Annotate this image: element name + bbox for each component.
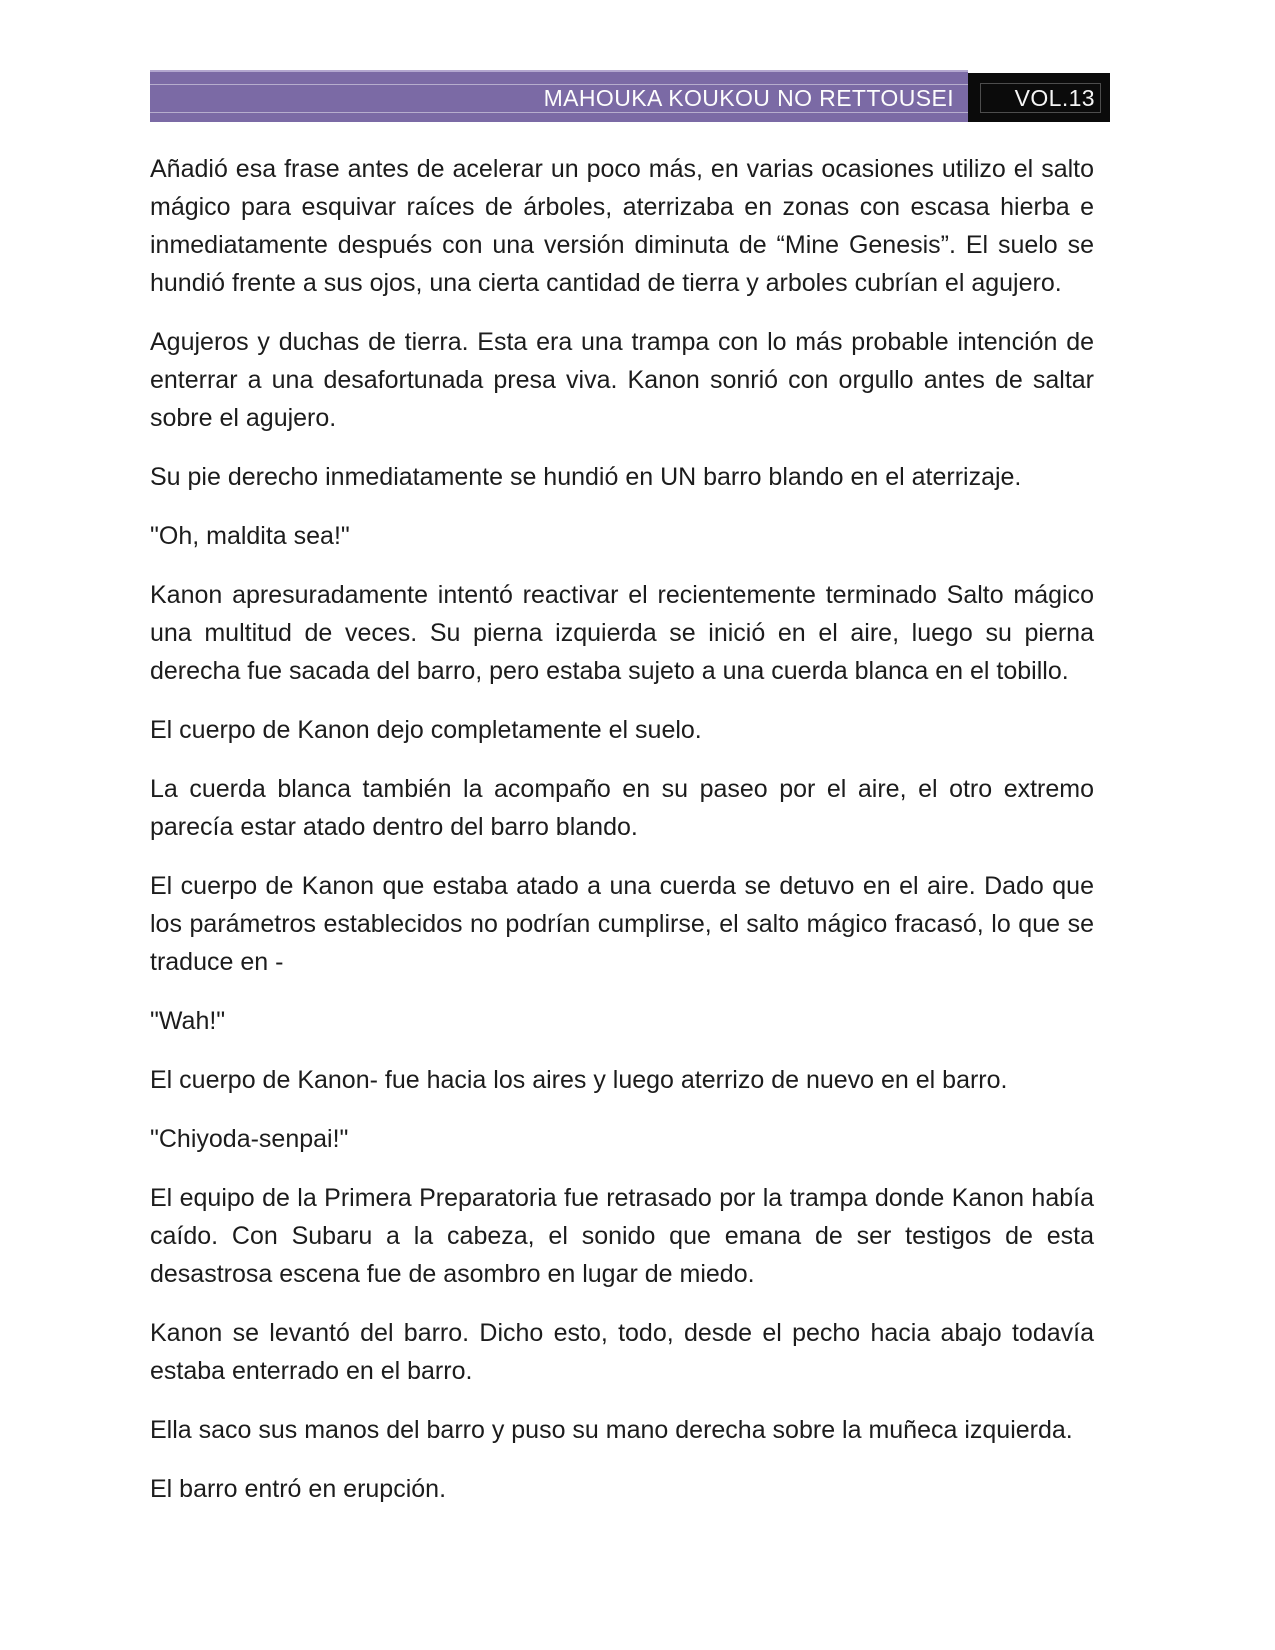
paragraph: Kanon se levantó del barro. Dicho esto, todo, desde el pecho hacia abajo todavía estaba enterrado en el barro. bbox=[150, 1319, 1094, 1385]
paragraph: Kanon apresuradamente intentó reactivar el recientemente terminado Salto mágico una multitud de veces. Su pierna izquierda se inició en el aire, luego su pierna derecha fue sacada del barro, pero estaba sujeto a una cuerda blanca en el tobillo. bbox=[150, 581, 1094, 685]
paragraph-quote: "Chiyoda-senpai!" bbox=[150, 1125, 349, 1153]
header-title-cell bbox=[150, 70, 968, 122]
header-volume-cell bbox=[968, 73, 1110, 122]
paragraph: La cuerda blanca también la acompaño en su paseo por el aire, el otro extremo parecía estar atado dentro del barro blando. bbox=[150, 775, 1094, 841]
paragraph: Su pie derecho inmediatamente se hundió en UN barro blando en el aterrizaje. bbox=[150, 463, 1022, 491]
paragraph: Ella saco sus manos del barro y puso su mano derecha sobre la muñeca izquierda. bbox=[150, 1416, 1073, 1444]
paragraph: El cuerpo de Kanon dejo completamente el suelo. bbox=[150, 716, 702, 744]
document-body bbox=[150, 150, 1094, 1529]
paragraph: El barro entró en erupción. bbox=[150, 1475, 447, 1503]
paragraph: Agujeros y duchas de tierra. Esta era una trampa con lo más probable intención de enterrar a una desafortunada presa viva. Kanon sonrió con orgullo antes de saltar sobre el agujero. bbox=[150, 328, 1094, 432]
paragraph: El cuerpo de Kanon que estaba atado a una cuerda se detuvo en el aire. Dado que los parámetros establecidos no podrían cumplirse, el salto mágico fracasó, lo que se traduce en - bbox=[150, 872, 1094, 976]
page-header-banner bbox=[150, 70, 1110, 122]
paragraph: Añadió esa frase antes de acelerar un poco más, en varias ocasiones utilizo el salto mágico para esquivar raíces de árboles, aterrizaba en zonas con escasa hierba e inmediatamente después con una versión diminuta de “Mine Genesis”. El suelo se hundió frente a sus ojos, una cierta cantidad de tierra y arboles cubrían el agujero. bbox=[150, 155, 1094, 297]
paragraph: El cuerpo de Kanon- fue hacia los aires y luego aterrizo de nuevo en el barro. bbox=[150, 1066, 1008, 1094]
volume-badge: VOL.13 bbox=[980, 83, 1101, 113]
paragraph-quote: "Wah!" bbox=[150, 1007, 226, 1035]
paragraph: El equipo de la Primera Preparatoria fue retrasado por la trampa donde Kanon había caído. Con Subaru a la cabeza, el sonido que emana de ser testigos de esta desastrosa escena fue de asombro en lugar de miedo. bbox=[150, 1184, 1094, 1288]
page-header-title: MAHOUKA KOUKOU NO RETTOUSEI bbox=[543, 84, 954, 111]
paragraph-quote: "Oh, maldita sea!" bbox=[150, 522, 350, 550]
